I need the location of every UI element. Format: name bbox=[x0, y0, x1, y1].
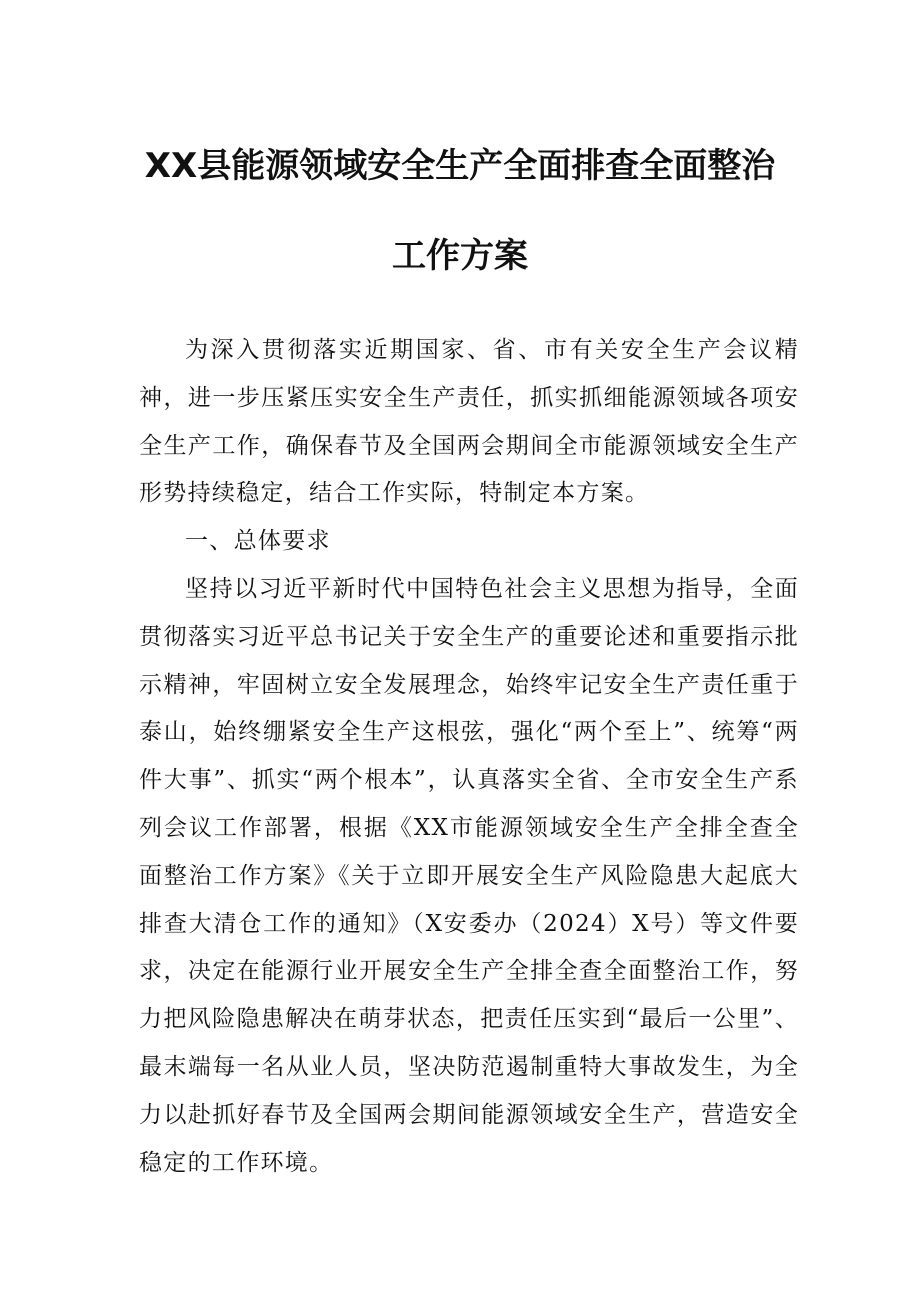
document-body bbox=[139, 327, 799, 1187]
section-heading-overall-requirements: 一、总体要求 bbox=[185, 528, 331, 555]
document-title-line-2: 工作方案 bbox=[392, 236, 528, 276]
intro-paragraph: 为深入贯彻落实近期国家、省、市有关安全生产会议精神，进一步压紧压实安全生产责任，抓实抓细能源领域各项安全生产工作，确保春节及全国两会期间全市能源领域安全生产形势持续稳定，结合工作实际，特制定本方案。 bbox=[139, 337, 799, 507]
section-1-paragraph: 坚持以习近平新时代中国特色社会主义思想为指导，全面贯彻落实习近平总书记关于安全生产的重要论述和重要指示批示精神，牢固树立安全发展理念，始终牢记安全生产责任重于泰山，始终绷紧安全生产这根弦，强化“两个至上”、统筹“两件大事”、抓实“两个根本”，认真落实全省、全市安全生产系列会议工作部署，根据《XX市能源领域安全生产全排全查全面整治工作方案》《关于立即开展安全生产风险隐患大起底大排查大清仓工作的通知》（X安委办（2024）X号）等文件要求，决定在能源行业开展安全生产全排全查全面整治工作，努力把风险隐患解决在萌芽状态，把责任压实到“最后一公里”、最末端每一名从业人员，坚决防范遏制重特大事故发生，为全力以赴抓好春节及全国两会期间能源领域安全生产，营造安全稳定的工作环境。 bbox=[139, 575, 799, 1176]
document-title-line-1: XX县能源领域安全生产全面排查全面整治 bbox=[144, 146, 776, 186]
